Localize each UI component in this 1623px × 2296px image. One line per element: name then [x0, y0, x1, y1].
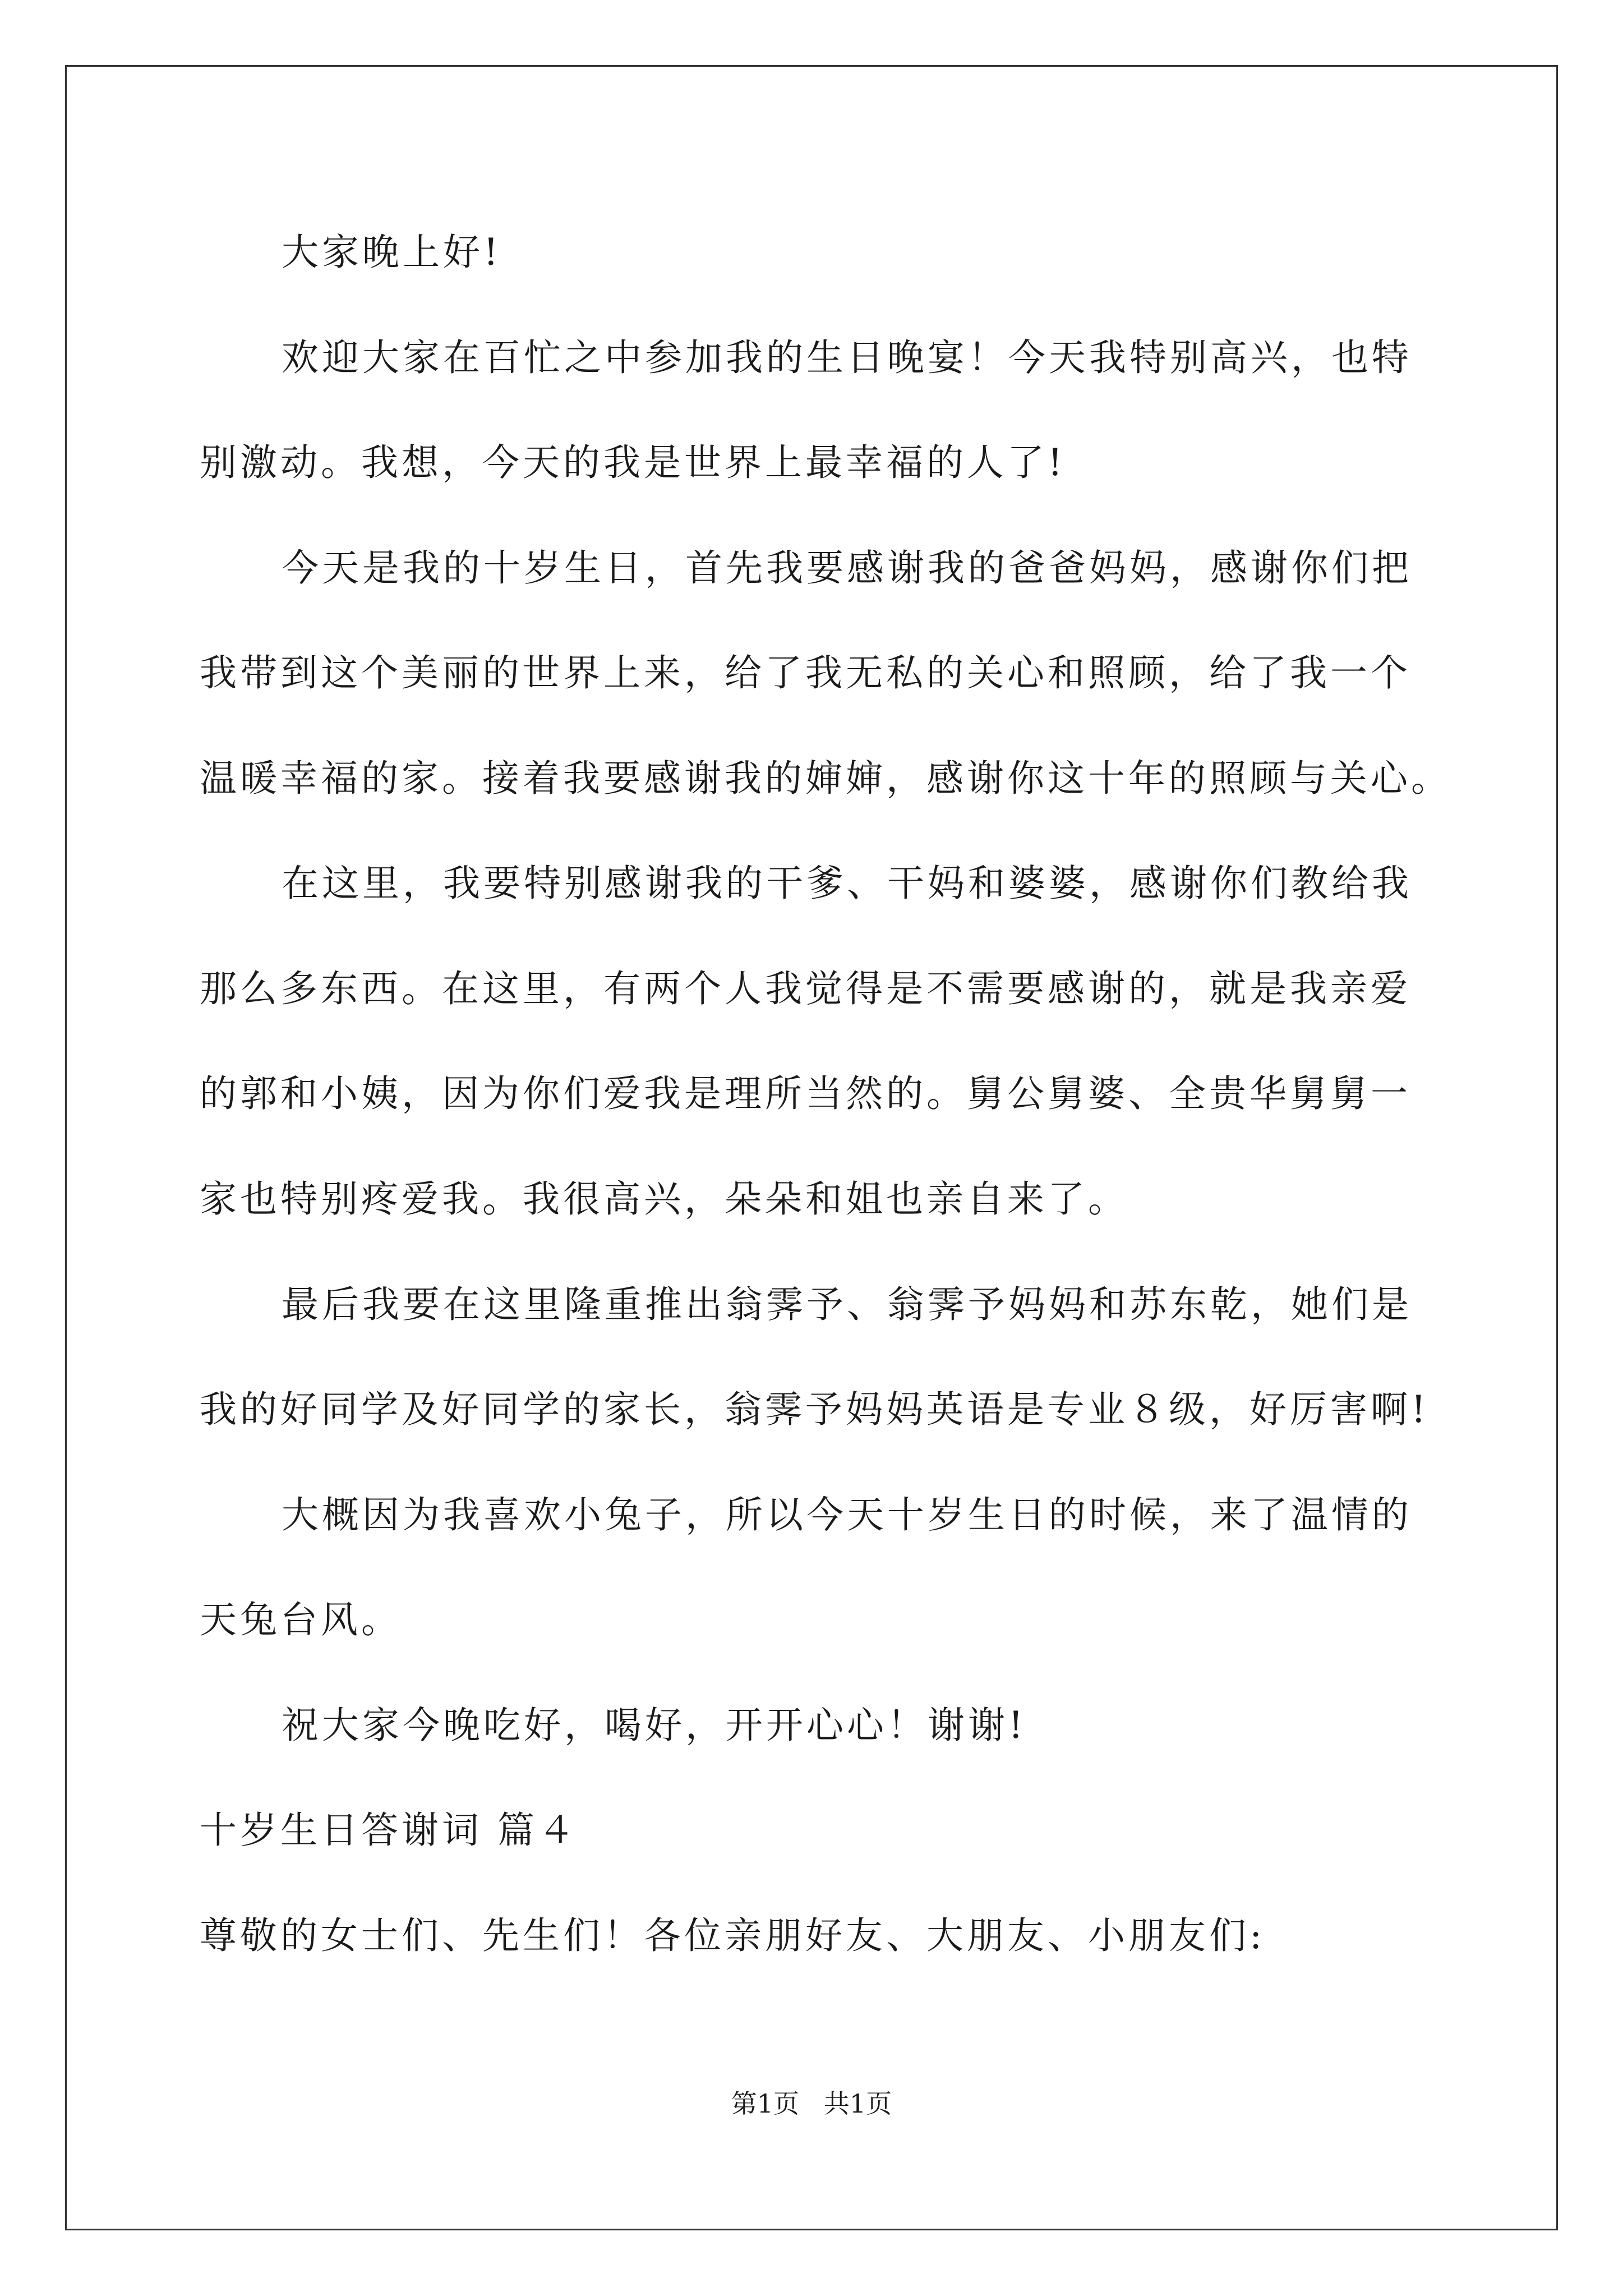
page-border — [65, 65, 1558, 2230]
paragraph-5-line-2: 天兔台风。 — [200, 1598, 402, 1641]
page-number-footer: 第1页 共1页 — [731, 2088, 892, 2119]
paragraph-3-line-1: 在这里，我要特别感谢我的干爹、干妈和婆婆，感谢你们教给我 — [282, 862, 1412, 905]
paragraph-1-line-2: 别激动。我想，今天的我是世界上最幸福的人了! — [200, 441, 1066, 484]
paragraph-3-line-2: 那么多东西。在这里，有两个人我觉得是不需要感谢的，就是我亲爱 — [200, 967, 1411, 1010]
paragraph-3-line-3: 的郭和小姨，因为你们爱我是理所当然的。舅公舅婆、全贵华舅舅一 — [200, 1072, 1411, 1115]
paragraph-2-line-3: 温暖幸福的家。接着我要感谢我的婶婶，感谢你这十年的照顾与关心。 — [200, 757, 1451, 800]
paragraph-2-line-1: 今天是我的十岁生日，首先我要感谢我的爸爸妈妈，感谢你们把 — [282, 546, 1412, 590]
paragraph-4-line-1: 最后我要在这里隆重推出翁霁予、翁霁予妈妈和苏东乾，她们是 — [282, 1283, 1412, 1326]
paragraph-1-line-1: 欢迎大家在百忙之中参加我的生日晚宴！今天我特别高兴，也特 — [282, 336, 1412, 379]
paragraph-2-line-2: 我带到这个美丽的世界上来，给了我无私的关心和照顾，给了我一个 — [200, 651, 1411, 694]
paragraph-3-line-4: 家也特别疼爱我。我很高兴，朵朵和姐也亲自来了。 — [200, 1177, 1128, 1221]
paragraph-4-line-2: 我的好同学及好同学的家长，翁霁予妈妈英语是专业８级，好厉害啊! — [200, 1388, 1430, 1431]
section-heading: 十岁生日答谢词 篇４ — [200, 1809, 578, 1852]
paragraph-5-line-1: 大概因为我喜欢小兔子，所以今天十岁生日的时候，来了温情的 — [282, 1493, 1412, 1536]
salutation-line: 尊敬的女士们、先生们！各位亲朋好友、大朋友、小朋友们: — [200, 1914, 1266, 1957]
closing-line: 祝大家今晚吃好，喝好，开开心心！谢谢! — [282, 1704, 1027, 1747]
greeting-line: 大家晚上好! — [282, 231, 502, 274]
